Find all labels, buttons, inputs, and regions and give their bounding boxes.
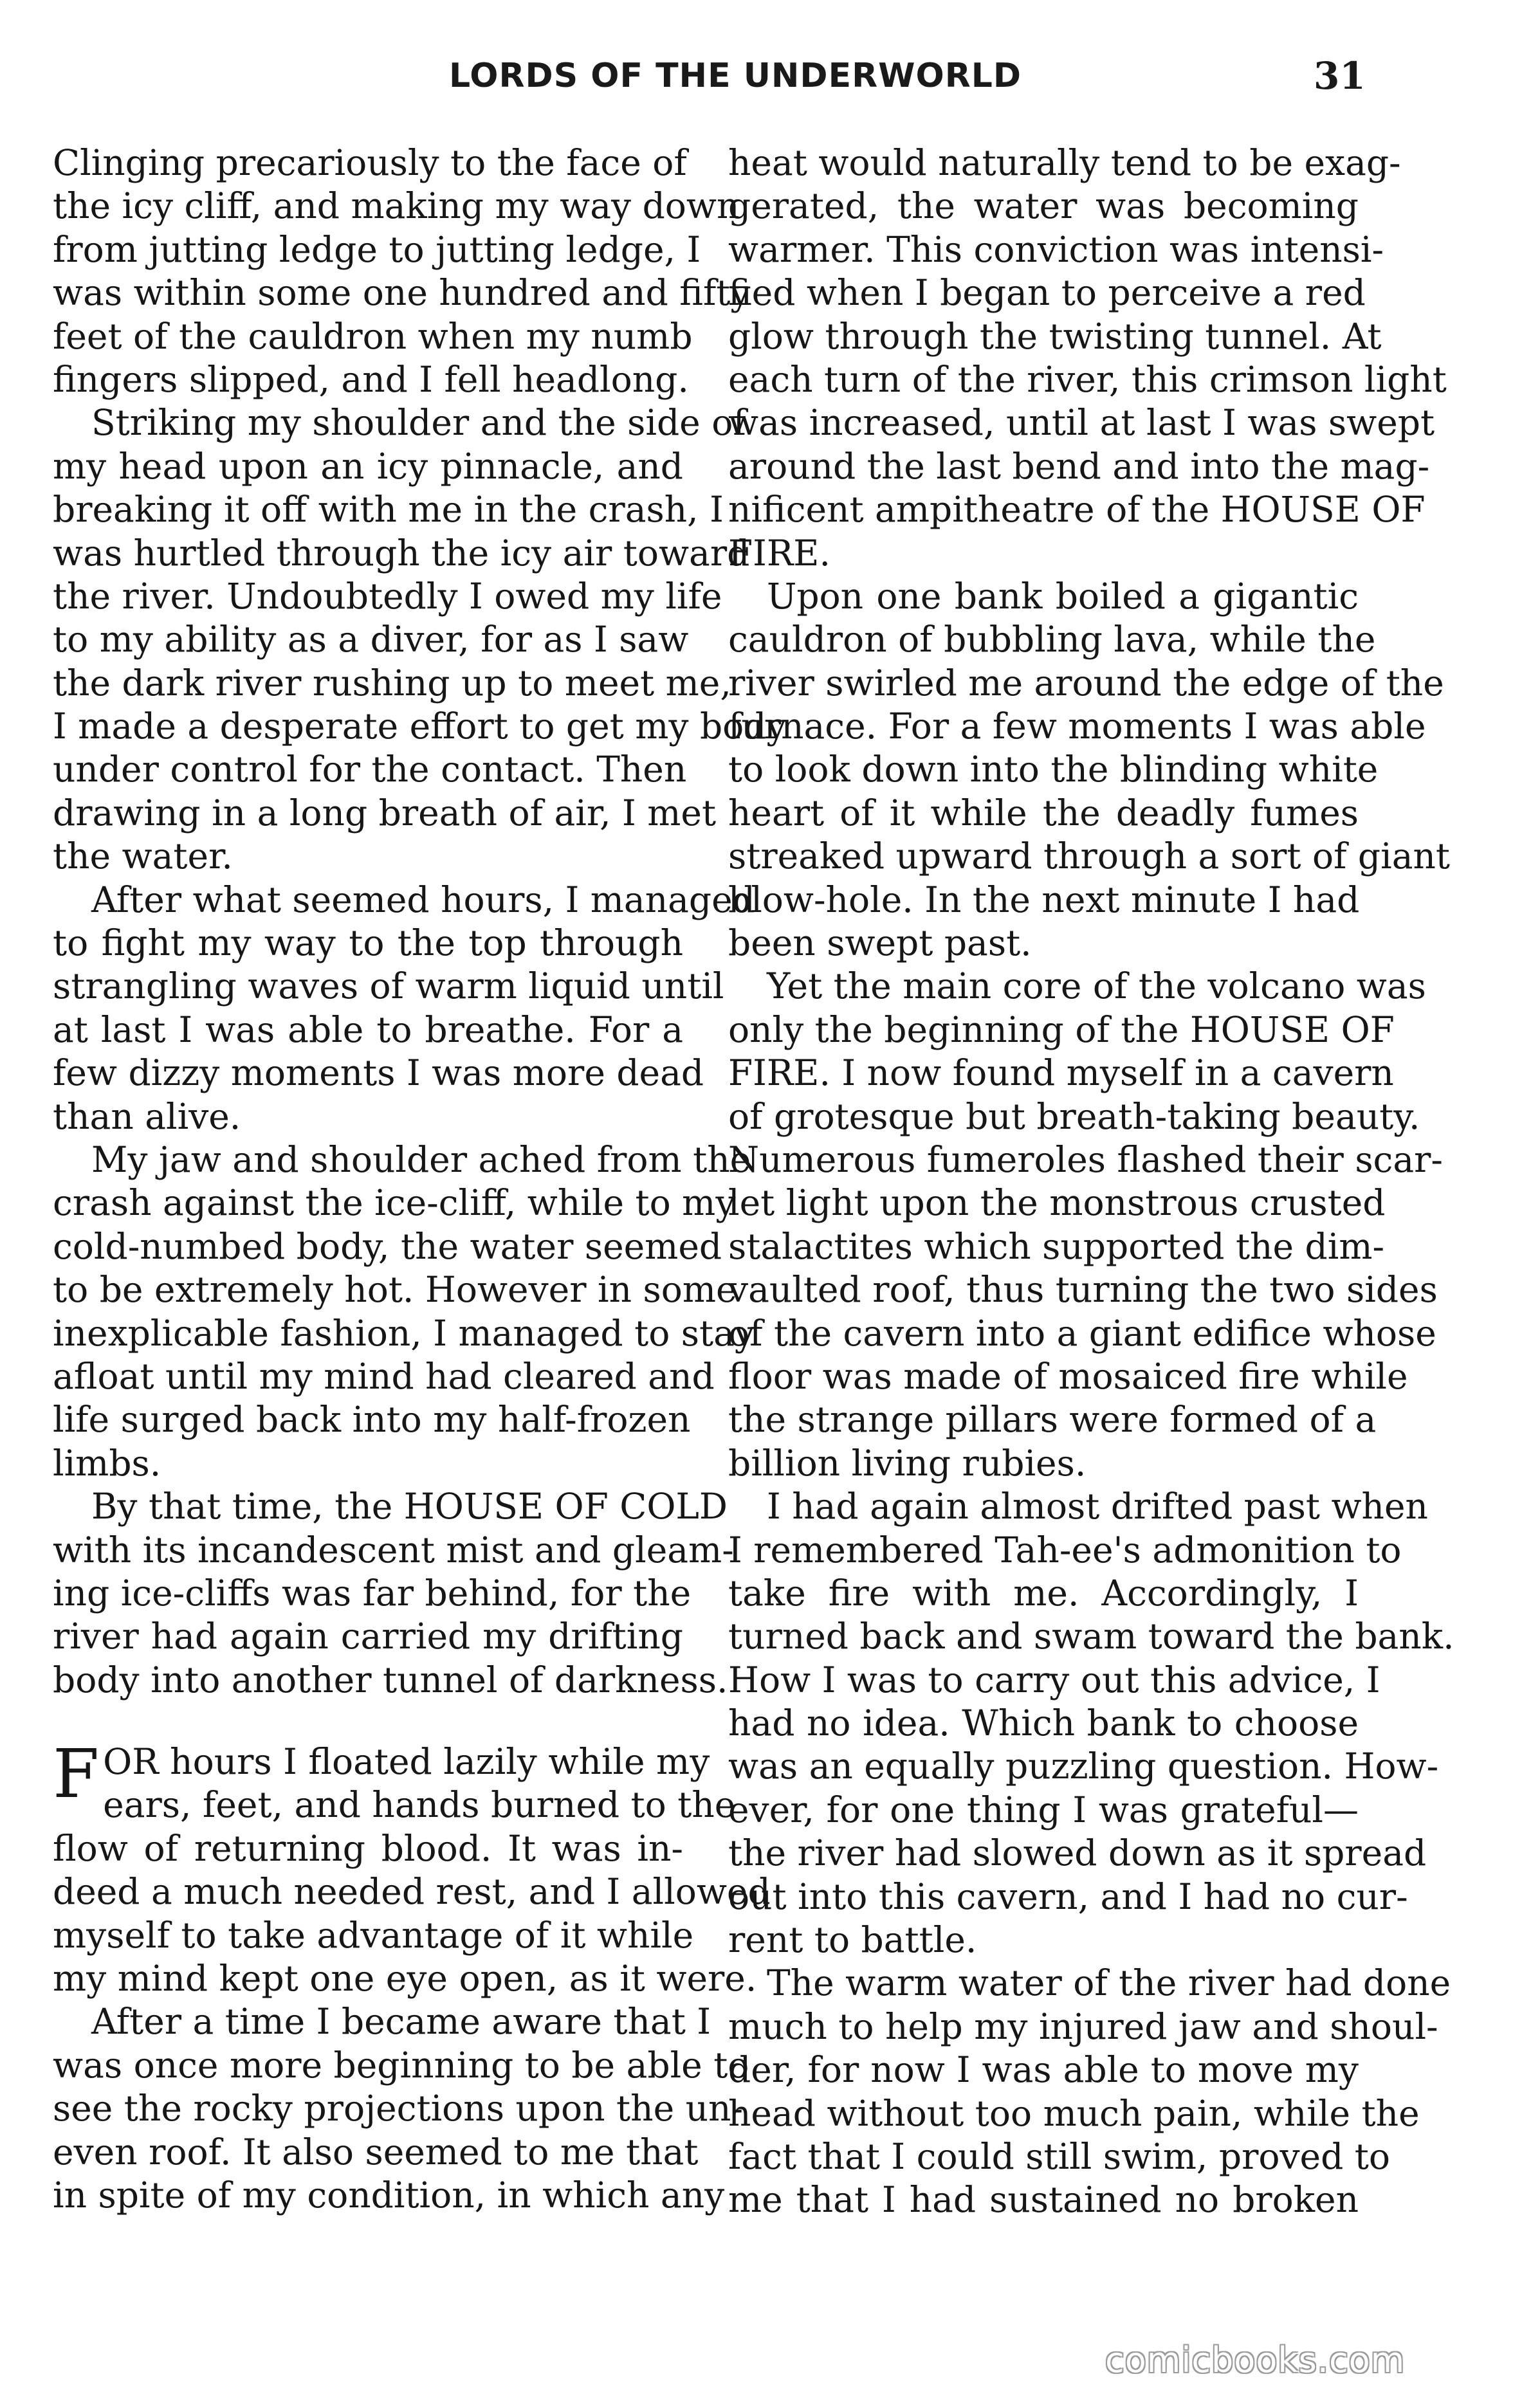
- text-line: let light upon the monstrous crusted: [728, 1182, 1386, 1224]
- text-line: Numerous fumeroles flashed their scar-: [728, 1138, 1444, 1180]
- text-line: deed a much needed rest, and I allowed: [53, 1871, 771, 1913]
- text-line: in spite of my condition, in which any: [53, 2174, 725, 2216]
- text-line: fingers slipped, and I fell headlong.: [53, 358, 689, 400]
- text-line: my head upon an icy pinnacle, and: [53, 445, 683, 487]
- text-line: river had again carried my drifting: [53, 1616, 683, 1657]
- text-line: of grotesque but breath-taking beauty.: [728, 1095, 1420, 1137]
- text-line: After a time I became aware that I: [91, 2001, 711, 2043]
- drop-cap: F: [53, 1735, 100, 1814]
- text-line: the water.: [53, 835, 233, 877]
- text-line: the icy cliff, and making my way down: [53, 185, 740, 227]
- text-line: blow-hole. In the next minute I had: [728, 879, 1360, 920]
- text-line: furnace. For a few moments I was able: [728, 706, 1426, 747]
- text-line: feet of the cauldron when my numb: [53, 315, 693, 357]
- text-line: Upon one bank boiled a gigantic: [767, 575, 1359, 617]
- text-line: the strange pillars were formed of a: [728, 1399, 1377, 1441]
- text-line: around the last bend and into the mag-: [728, 445, 1430, 487]
- section-break: [53, 1702, 683, 1740]
- text-line: even roof. It also seemed to me that: [53, 2131, 699, 2173]
- text-line: was hurtled through the icy air toward: [53, 532, 750, 574]
- text-line: Yet the main core of the volcano was: [767, 965, 1426, 1007]
- text-line: floor was made of mosaiced fire while: [728, 1355, 1408, 1397]
- text-line: under control for the contact. Then: [53, 749, 687, 790]
- text-line: each turn of the river, this crimson light: [728, 358, 1447, 400]
- text-line: I made a desperate effort to get my body: [53, 706, 787, 747]
- text-line: heart of it while the deadly fumes: [728, 792, 1359, 834]
- text-line: was an equally puzzling question. How-: [728, 1746, 1439, 1787]
- text-line: strangling waves of warm liquid until: [53, 965, 724, 1007]
- text-line: rent to battle.: [728, 1919, 977, 1961]
- text-line: Striking my shoulder and the side of: [91, 402, 746, 444]
- right-column: [728, 141, 1454, 2222]
- text-line: OR hours I floated lazily while my: [103, 1741, 710, 1783]
- text-line: was once more beginning to be able to: [53, 2044, 749, 2086]
- text-line: stalactites which supported the dim-: [728, 1225, 1385, 1267]
- text-line: glow through the twisting tunnel. At: [728, 315, 1382, 357]
- text-line: billion living rubies.: [728, 1442, 1087, 1484]
- text-line: warmer. This conviction was intensi-: [728, 228, 1384, 270]
- text-line: take fire with me. Accordingly, I: [728, 1572, 1359, 1614]
- text-line: flow of returning blood. It was in-: [53, 1827, 683, 1869]
- text-line: limbs.: [53, 1442, 161, 1484]
- text-line: with its incandescent mist and gleam-: [53, 1529, 734, 1571]
- text-line: fact that I could still swim, proved to: [728, 2135, 1390, 2177]
- text-line: to fight my way to the top through: [53, 922, 683, 964]
- text-line: few dizzy moments I was more dead: [53, 1052, 704, 1094]
- text-line: my mind kept one eye open, as it were.: [53, 1958, 757, 2000]
- watermark: comicbooks.com: [1105, 2340, 1406, 2380]
- text-line: afloat until my mind had cleared and: [53, 1355, 715, 1397]
- text-line: drawing in a long breath of air, I met: [53, 792, 717, 834]
- text-line: than alive.: [53, 1095, 241, 1137]
- text-line: FIRE. I now found myself in a cavern: [728, 1052, 1394, 1094]
- text-line: My jaw and shoulder ached from the: [91, 1138, 751, 1180]
- text-line: river swirled me around the edge of the: [728, 662, 1444, 704]
- text-line: out into this cavern, and I had no cur-: [728, 1875, 1408, 1917]
- text-line: see the rocky projections upon the un-: [53, 2088, 744, 2130]
- text-line: nificent ampitheatre of the HOUSE OF: [728, 489, 1426, 531]
- text-line: to my ability as a diver, for as I saw: [53, 619, 689, 661]
- text-line: was within some one hundred and fifty: [53, 272, 751, 314]
- text-line: to look down into the blinding white: [728, 749, 1379, 790]
- text-line: was increased, until at last I was swept: [728, 402, 1435, 444]
- text-line: at last I was able to breathe. For a: [53, 1008, 683, 1050]
- text-line: head without too much pain, while the: [728, 2092, 1420, 2134]
- text-line: vaulted roof, thus turning the two sides: [728, 1269, 1438, 1311]
- text-line: ever, for one thing I was grateful—: [728, 1789, 1359, 1830]
- text-line: ears, feet, and hands burned to the: [103, 1784, 736, 1826]
- text-line: been swept past.: [728, 922, 1032, 964]
- text-line: the dark river rushing up to meet me,: [53, 662, 731, 704]
- text-line: How I was to carry out this advice, I: [728, 1659, 1380, 1701]
- text-line: much to help my injured jaw and shoul-: [728, 2005, 1438, 2047]
- text-line: had no idea. Which bank to choose: [728, 1702, 1359, 1744]
- text-line: I had again almost drifted past when: [767, 1486, 1428, 1528]
- text-line: der, for now I was able to move my: [728, 2049, 1359, 2091]
- text-line: the river. Undoubtedly I owed my life: [53, 575, 722, 617]
- page-number: 31: [1314, 54, 1366, 98]
- text-line: myself to take advantage of it while: [53, 1914, 694, 1956]
- text-line: inexplicable fashion, I managed to stay: [53, 1312, 755, 1354]
- running-title: LORDS OF THE UNDERWORLD: [449, 57, 1022, 95]
- text-line: from jutting ledge to jutting ledge, I: [53, 228, 701, 270]
- text-line: ing ice-cliffs was far behind, for the: [53, 1572, 692, 1614]
- text-line: After what seemed hours, I managed: [91, 879, 755, 920]
- text-line: turned back and swam toward the bank.: [728, 1616, 1454, 1657]
- text-line: to be extremely hot. However in some: [53, 1269, 737, 1311]
- text-line: heat would naturally tend to be exag-: [728, 142, 1401, 183]
- text-line: fied when I began to perceive a red: [728, 272, 1366, 314]
- dropcap-paragraph: [53, 1735, 736, 1827]
- text-line: FIRE.: [728, 532, 830, 574]
- text-line: gerated, the water was becoming: [728, 185, 1359, 227]
- text-line: I remembered Tah-ee's admonition to: [728, 1529, 1402, 1571]
- text-line: The warm water of the river had done: [767, 1962, 1451, 2004]
- text-line: cauldron of bubbling lava, while the: [728, 619, 1376, 661]
- text-line: only the beginning of the HOUSE OF: [728, 1008, 1395, 1050]
- text-line: the river had slowed down as it spread: [728, 1832, 1427, 1874]
- text-line: breaking it off with me in the crash, I: [53, 489, 724, 531]
- text-line: of the cavern into a giant edifice whose: [728, 1312, 1436, 1354]
- text-line: streaked upward through a sort of giant: [728, 835, 1451, 877]
- text-line: By that time, the HOUSE OF COLD: [91, 1486, 728, 1528]
- text-line: crash against the ice-cliff, while to my: [53, 1182, 736, 1224]
- text-line: Clinging precariously to the face of: [53, 142, 687, 183]
- text-line: cold-numbed body, the water seemed: [53, 1225, 722, 1267]
- text-line: me that I had sustained no broken: [728, 2179, 1359, 2221]
- text-line: life surged back into my half-frozen: [53, 1399, 691, 1441]
- text-line: body into another tunnel of darkness.: [53, 1659, 728, 1701]
